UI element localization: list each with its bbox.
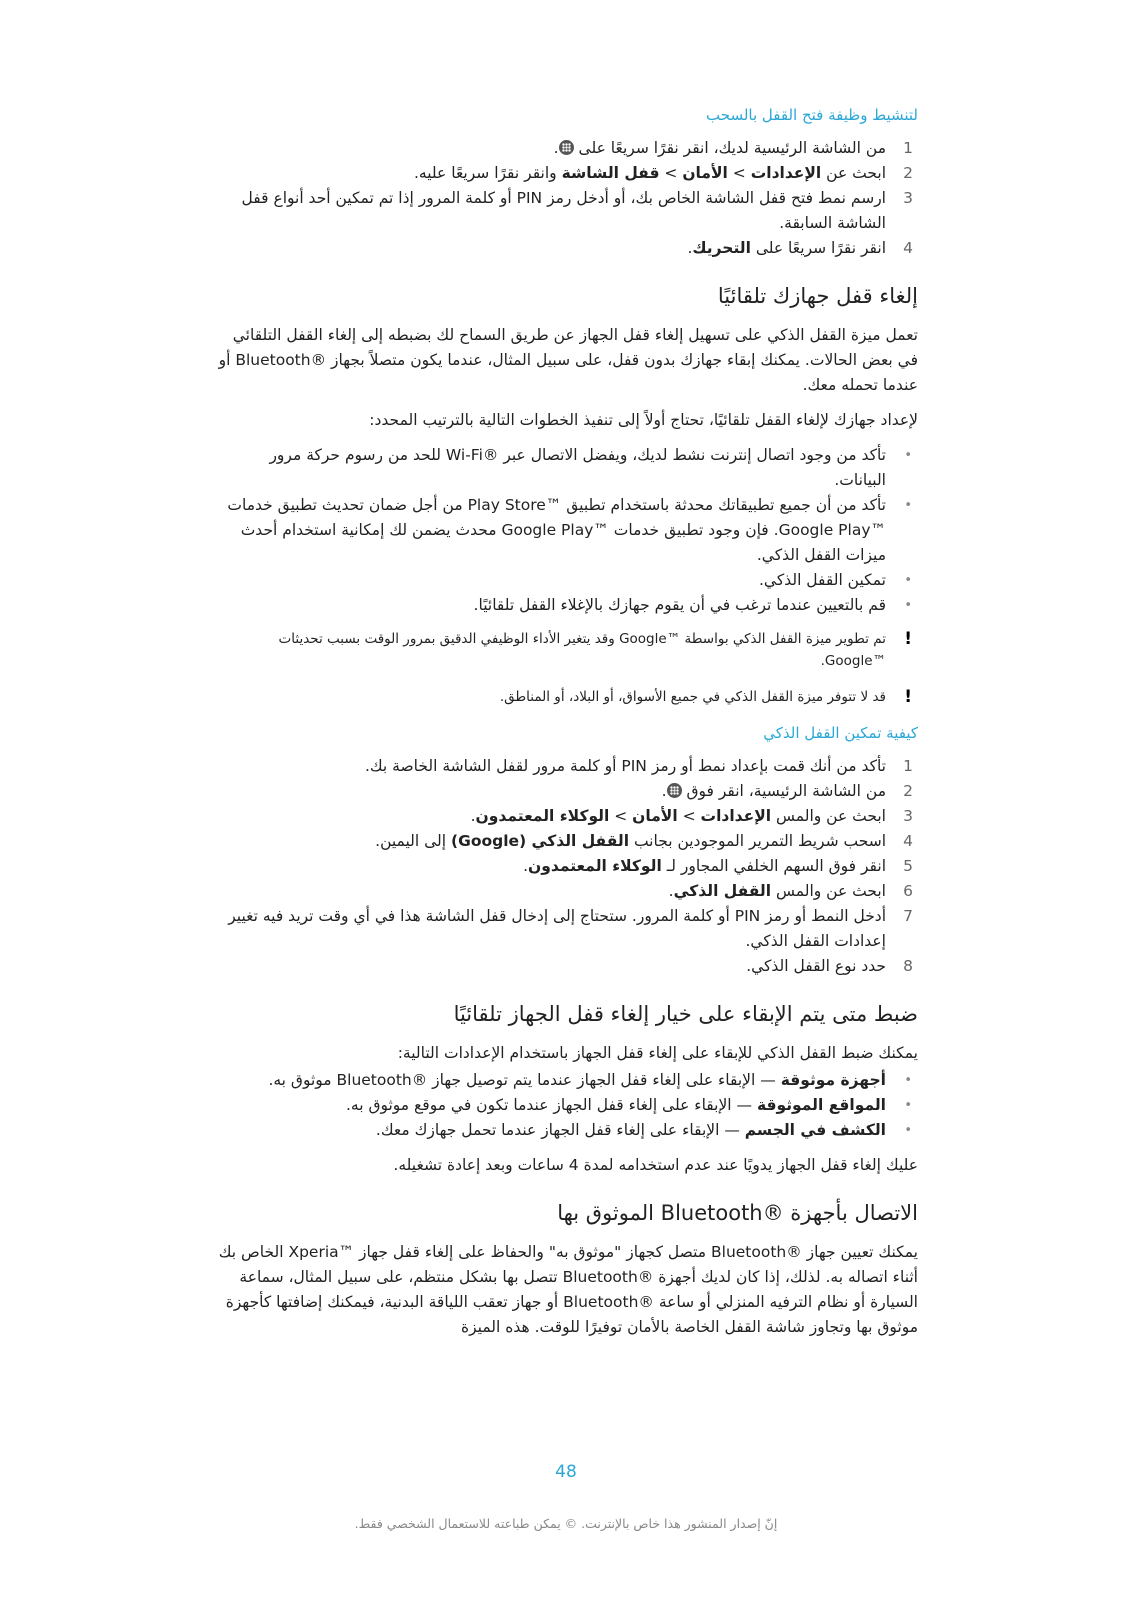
bullet-icon: •	[904, 448, 912, 463]
smart-lock-steps-list	[213, 754, 918, 979]
footer-note: إنّ إصدار المنشور هذا خاص بالإنترنت. © يمكن طباعته للاستعمال الشخصي فقط.	[354, 1516, 778, 1531]
section-subtitle-swipe-unlock: لتنشيط وظيفة فتح القفل بالسحب	[706, 106, 918, 124]
apps-icon	[667, 783, 682, 798]
list-item: • تأكد من أن جميع تطبيقاتك محدثة باستخدام تطبيق ™Play Store من أجل ضمان تحديث تطبيق خدمات ™Google Play. فإن وجود تطبيق خدمات ™Google Play محدث يضمن لك إمكانية استخدام أحدث ميزات القفل الذكي.	[213, 493, 918, 568]
bullet-icon: •	[904, 1123, 912, 1138]
bullet-list	[213, 443, 918, 618]
list-item: • قم بالتعيين عندما ترغب في أن يقوم جهازك بالإغلاء القفل تلقائيًا.	[213, 593, 918, 618]
list-item: 8 حدد نوع القفل الذكي.	[746, 957, 913, 975]
warning-icon: !	[904, 687, 912, 707]
swipe-steps-list	[213, 136, 918, 261]
list-item: 4 اسحب شريط التمرير الموجودين بجانب القفل الذكي (Google) إلى اليمين.	[375, 832, 913, 850]
bullet-icon: •	[904, 573, 912, 588]
list-item: 2 من الشاشة الرئيسية، انقر فوق .	[661, 782, 913, 800]
heading-keep-unlocked: ضبط متى يتم الإبقاء على خيار إلغاء قفل الجهاز تلقائيًا	[453, 1002, 918, 1026]
apps-icon	[559, 140, 574, 155]
list-item: • تمكين القفل الذكي.	[213, 568, 918, 593]
warning-icon: !	[904, 629, 912, 649]
page-content	[213, 104, 918, 1350]
paragraph: يمكنك تعيين جهاز ®Bluetooth متصل كجهاز "موثوق به" والحفاظ على إلغاء قفل جهاز ™Xperia الخاص بك أثناء اتصاله به. لذلك، إذا كان لديك أجهزة ®Bluetooth تتصل بها بشكل منتظم، على سبيل المثال، سماعة السيارة أو نظام الترفيه المنزلي أو ساعة ®Bluetooth أو جهاز تعقب اللياقة البدنية، فيمكنك إضافتها كأجهزة موثوق بها وتجاوز شاشة القفل الخاصة بالأمان توفيرًا للوقت. هذه الميزة	[218, 1243, 918, 1336]
note: ! قد لا تتوفر ميزة القفل الذكي في جميع الأسواق، أو البلاد، أو المناطق.	[499, 687, 912, 707]
list-item: 6 ابحث عن والمس القفل الذكي.	[668, 882, 913, 900]
heading-trusted-bluetooth: الاتصال بأجهزة ®Bluetooth الموثوق بها	[557, 1201, 918, 1225]
paragraph: لإعداد جهازك لإلغاء القفل تلقائيًا، تحتاج أولاً إلى تنفيذ الخطوات التالية بالترتيب المحدد:	[369, 411, 918, 429]
page-number: 48	[555, 1462, 577, 1482]
paragraph: تعمل ميزة القفل الذكي على تسهيل إلغاء قفل الجهاز عن طريق السماح لك بضبطه إلى إلغاء القفل التلقائي في بعض الحالات. يمكنك إبقاء جهازك بدون قفل، على سبيل المثال، عندما يكون متصلاً بجهاز ®Bluetooth أو عندما تحمله معك.	[218, 326, 918, 394]
bullet-icon: •	[904, 498, 912, 513]
note: ! تم تطوير ميزة القفل الذكي بواسطة ™Google وقد يتغير الأداء الوظيفي الدقيق بمرور الوقت بسبب تحديثات ™Google.	[278, 629, 912, 669]
list-item: 1 تأكد من أنك قمت بإعداد نمط أو رمز PIN أو كلمة مرور لقفل الشاشة الخاصة بك.	[364, 757, 913, 775]
paragraph: يمكنك ضبط القفل الذكي للإبقاء على إلغاء قفل الجهاز باستخدام الإعدادات التالية:	[397, 1044, 918, 1062]
heading-auto-unlock: إلغاء قفل جهازك تلقائيًا	[717, 284, 918, 308]
bullet-icon: •	[904, 1098, 912, 1113]
list-item: 7 أدخل النمط أو رمز PIN أو كلمة المرور. ستحتاج إلى إدخال قفل الشاشة هذا في أي وقت تريد فيه تغيير إعدادات القفل الذكي.	[228, 907, 913, 950]
list-item: 3 ابحث عن والمس الإعدادات > الأمان > الوكلاء المعتمدون.	[470, 807, 913, 825]
list-item: 5 انقر فوق السهم الخلفي المجاور لـ الوكلاء المعتمدون.	[523, 857, 913, 875]
bullet-icon: •	[904, 1073, 912, 1088]
bullet-icon: •	[904, 598, 912, 613]
bullet-list	[213, 1068, 918, 1143]
list-item: 1 من الشاشة الرئيسية لديك، انقر نقرًا سريعًا على .	[553, 139, 913, 157]
list-item: • الكشف في الجسم — الإبقاء على إلغاء قفل الجهاز عندما تحمل جهازك معك.	[213, 1118, 918, 1143]
list-item: • تأكد من وجود اتصال إنترنت نشط لديك، ويفضل الاتصال عبر ®Wi-Fi للحد من رسوم حركة مرور البيانات.	[213, 443, 918, 493]
paragraph: عليك إلغاء قفل الجهاز يدويًا عند عدم استخدامه لمدة 4 ساعات وبعد إعادة تشغيله.	[393, 1156, 918, 1174]
section-subtitle-enable-smart-lock: كيفية تمكين القفل الذكي	[763, 724, 918, 742]
list-item: 4 انقر نقرًا سريعًا على التحريك.	[687, 239, 913, 257]
list-item: • المواقع الموثوقة — الإبقاء على إلغاء قفل الجهاز عندما تكون في موقع موثوق به.	[213, 1093, 918, 1118]
list-item: • أجهزة موثوقة — الإبقاء على إلغاء قفل الجهاز عندما يتم توصيل جهاز ®Bluetooth موثوق به.	[213, 1068, 918, 1093]
list-item: 3 ارسم نمط فتح قفل الشاشة الخاص بك، أو أدخل رمز PIN أو كلمة المرور إذا تم تمكين أحد أنواع قفل الشاشة السابقة.	[241, 189, 913, 232]
list-item: 2 ابحث عن الإعدادات > الأمان > قفل الشاشة وانقر نقرًا سريعًا عليه.	[414, 164, 913, 182]
